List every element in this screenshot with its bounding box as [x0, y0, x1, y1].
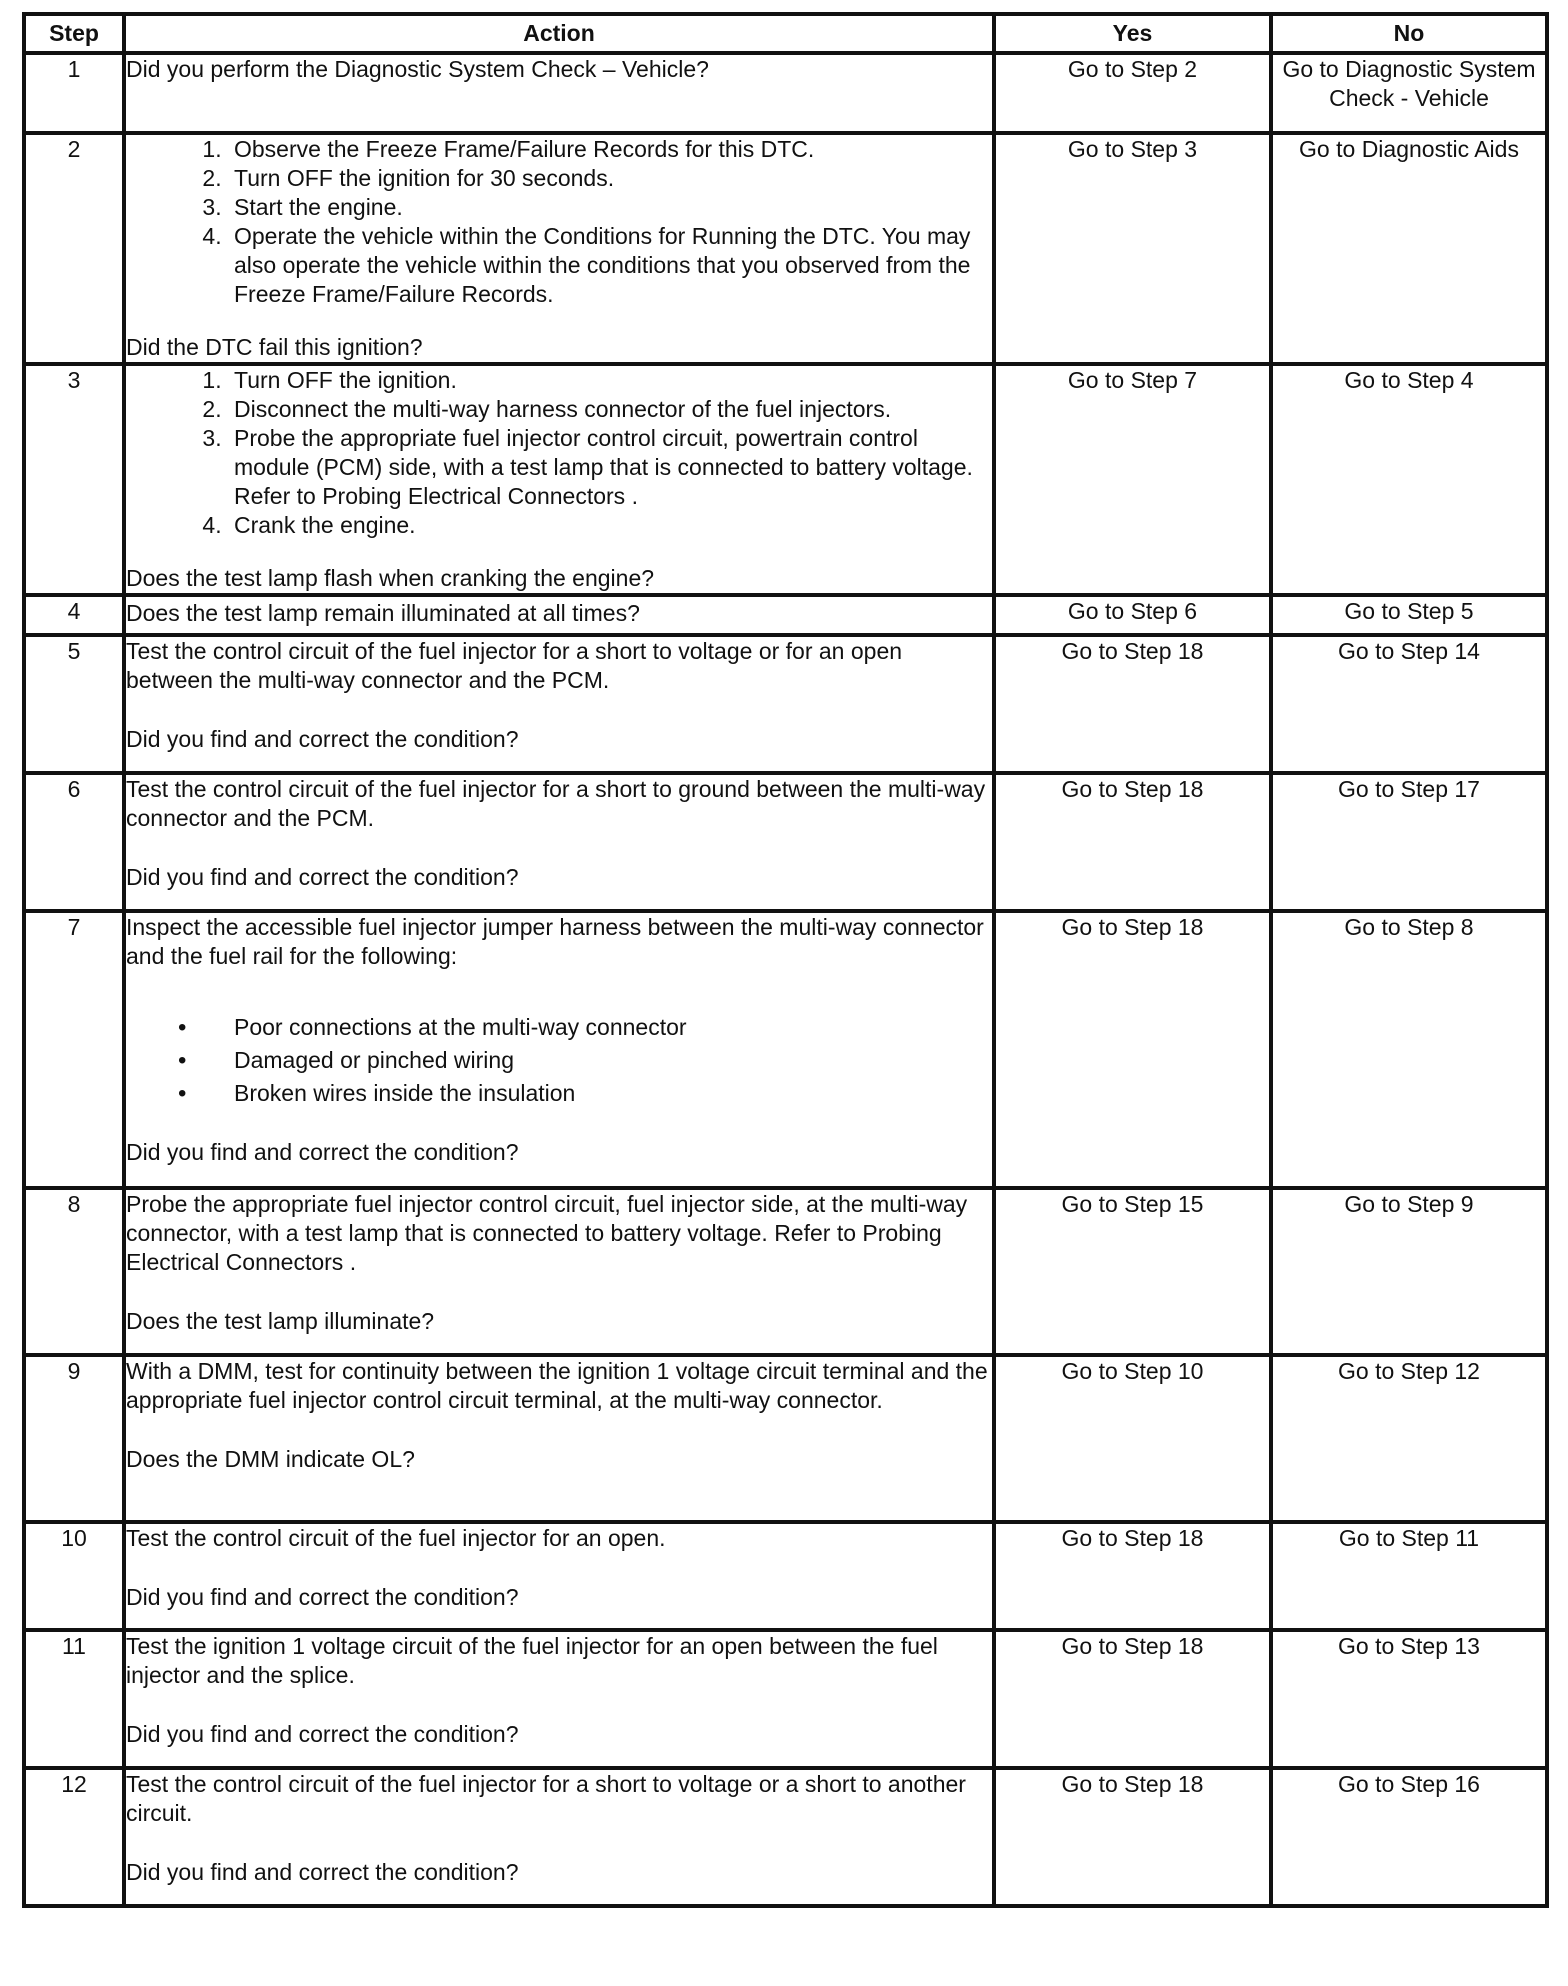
no-cell: Go to Step 13: [1271, 1630, 1547, 1768]
no-cell: Go to Diagnostic System Check - Vehicle: [1271, 53, 1547, 133]
action-step: 1. Turn OFF the ignition.: [228, 366, 992, 395]
table-row: [24, 1768, 1547, 1906]
no-cell: Go to Step 9: [1271, 1188, 1547, 1355]
yes-cell: Go to Step 3: [994, 133, 1271, 364]
action-question: Did the DTC fail this ignition?: [126, 334, 423, 360]
no-cell: Go to Step 5: [1271, 595, 1547, 635]
yes-cell: Go to Step 18: [994, 1522, 1271, 1630]
table-row: [24, 1522, 1547, 1630]
table-row: [24, 635, 1547, 773]
action-text: Test the ignition 1 voltage circuit of the fuel injector for an open between the fuel injector and the splice.: [126, 1633, 938, 1688]
step-number: 9: [24, 1355, 124, 1522]
no-cell: Go to Step 16: [1271, 1768, 1547, 1906]
action-text: Does the test lamp remain illuminated at all times?: [126, 600, 640, 626]
header-yes: Yes: [994, 14, 1271, 53]
action-step: 3. Probe the appropriate fuel injector control circuit, powertrain control module (PCM) side, with a test lamp that is connected to battery voltage. Refer to Probing Electrical Connectors .: [228, 424, 992, 511]
action-cell: [124, 1630, 994, 1768]
action-text: Inspect the accessible fuel injector jumper harness between the multi-way connector and the fuel rail for the following:: [126, 914, 984, 969]
no-cell: Go to Step 17: [1271, 773, 1547, 911]
table-row: [24, 53, 1547, 133]
action-cell: [124, 364, 994, 595]
action-step: 4. Operate the vehicle within the Conditions for Running the DTC. You may also operate the vehicle within the conditions that you observed from the Freeze Frame/Failure Records.: [228, 222, 992, 309]
action-text: Test the control circuit of the fuel injector for a short to voltage or a short to another circuit.: [126, 1771, 966, 1826]
yes-cell: Go to Step 18: [994, 1768, 1271, 1906]
table-row: [24, 1188, 1547, 1355]
table-row: [24, 364, 1547, 595]
action-text: With a DMM, test for continuity between the ignition 1 voltage circuit terminal and the appropriate fuel injector control circuit terminal, at the multi-way connector.: [126, 1358, 988, 1413]
action-text: Did you perform the Diagnostic System Check – Vehicle?: [126, 56, 709, 82]
action-question: Does the DMM indicate OL?: [126, 1446, 415, 1472]
table-row: [24, 911, 1547, 1188]
step-number: 3: [24, 364, 124, 595]
yes-cell: Go to Step 15: [994, 1188, 1271, 1355]
action-cell: [124, 53, 994, 133]
no-cell: Go to Step 4: [1271, 364, 1547, 595]
bullet-item: • Broken wires inside the insulation: [228, 1077, 992, 1110]
action-question: Did you find and correct the condition?: [126, 1139, 519, 1165]
no-cell: Go to Step 8: [1271, 911, 1547, 1188]
action-text: Test the control circuit of the fuel injector for an open.: [126, 1525, 666, 1551]
action-question: Did you find and correct the condition?: [126, 1584, 519, 1610]
yes-cell: Go to Step 6: [994, 595, 1271, 635]
action-cell: [124, 635, 994, 773]
action-question: Did you find and correct the condition?: [126, 1859, 519, 1885]
header-no: No: [1271, 14, 1547, 53]
step-number: 11: [24, 1630, 124, 1768]
action-steps-list: [126, 366, 992, 540]
action-question: Does the test lamp illuminate?: [126, 1308, 435, 1334]
action-cell: [124, 773, 994, 911]
no-cell: Go to Diagnostic Aids: [1271, 133, 1547, 364]
action-question: Did you find and correct the condition?: [126, 726, 519, 752]
no-cell: Go to Step 11: [1271, 1522, 1547, 1630]
bullet-item: • Damaged or pinched wiring: [228, 1044, 992, 1077]
no-cell: Go to Step 14: [1271, 635, 1547, 773]
table-row: [24, 1630, 1547, 1768]
action-cell: [124, 1355, 994, 1522]
yes-cell: Go to Step 2: [994, 53, 1271, 133]
table-row: [24, 133, 1547, 364]
header-step: Step: [24, 14, 124, 53]
bullet-item: • Poor connections at the multi-way connector: [228, 1011, 992, 1044]
action-question: Did you find and correct the condition?: [126, 1721, 519, 1747]
action-step: 1. Observe the Freeze Frame/Failure Records for this DTC.: [228, 135, 992, 164]
action-step: 2. Disconnect the multi-way harness connector of the fuel injectors.: [228, 395, 992, 424]
step-number: 1: [24, 53, 124, 133]
action-step: 3. Start the engine.: [228, 193, 992, 222]
action-text: Test the control circuit of the fuel injector for a short to voltage or for an open between the multi-way connector and the PCM.: [126, 638, 903, 693]
step-number: 5: [24, 635, 124, 773]
action-question: Did you find and correct the condition?: [126, 864, 519, 890]
step-number: 8: [24, 1188, 124, 1355]
table-row: [24, 1355, 1547, 1522]
action-text: Probe the appropriate fuel injector control circuit, fuel injector side, at the multi-way connector, with a test lamp that is connected to battery voltage. Refer to Probing Electrical Connectors .: [126, 1191, 968, 1275]
yes-cell: Go to Step 10: [994, 1355, 1271, 1522]
action-step: 4. Crank the engine.: [228, 511, 992, 540]
diagnostic-table: [22, 12, 1549, 1908]
no-cell: Go to Step 12: [1271, 1355, 1547, 1522]
action-cell: [124, 595, 994, 635]
action-cell: [124, 1522, 994, 1630]
header-action: Action: [124, 14, 994, 53]
table-header-row: [24, 14, 1547, 53]
action-cell: [124, 1768, 994, 1906]
action-cell: [124, 911, 994, 1188]
step-number: 7: [24, 911, 124, 1188]
action-question: Does the test lamp flash when cranking the engine?: [126, 565, 655, 591]
step-number: 2: [24, 133, 124, 364]
table-row: [24, 773, 1547, 911]
step-number: 12: [24, 1768, 124, 1906]
yes-cell: Go to Step 18: [994, 1630, 1271, 1768]
action-step: 2. Turn OFF the ignition for 30 seconds.: [228, 164, 992, 193]
table-row: [24, 595, 1547, 635]
action-steps-list: [126, 135, 992, 309]
step-number: 4: [24, 595, 124, 635]
action-text: Test the control circuit of the fuel injector for a short to ground between the multi-way connector and the PCM.: [126, 776, 986, 831]
action-cell: [124, 133, 994, 364]
yes-cell: Go to Step 18: [994, 911, 1271, 1188]
yes-cell: Go to Step 18: [994, 635, 1271, 773]
action-cell: [124, 1188, 994, 1355]
action-bullets-list: [126, 1011, 992, 1110]
step-number: 10: [24, 1522, 124, 1630]
yes-cell: Go to Step 7: [994, 364, 1271, 595]
yes-cell: Go to Step 18: [994, 773, 1271, 911]
step-number: 6: [24, 773, 124, 911]
